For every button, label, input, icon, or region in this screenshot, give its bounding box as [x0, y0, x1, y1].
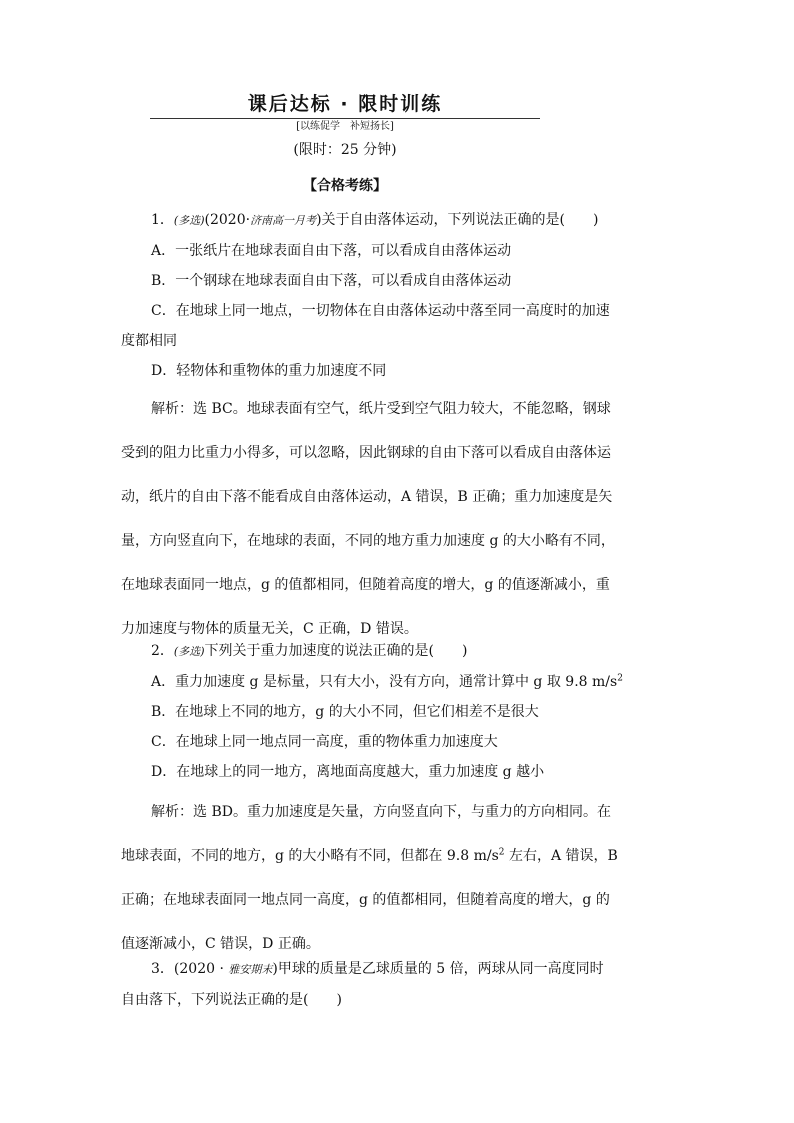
analysis-line: 在地球表面同一地点，g 的值都相同，但随着高度的增大，g 的值逐渐减小，重 — [121, 577, 610, 593]
option-a: A．一张纸片在地球表面自由下落，可以看成自由落体运动 — [151, 243, 512, 259]
analysis-text: 地球表面，不同的地方，g 的大小略有不同，但都在 9.8 m/s — [121, 848, 499, 864]
analysis-line: 力加速度与物体的质量无关，C 正确，D 错误。 — [121, 621, 418, 637]
analysis-line: 受到的阻力比重力小得多，可以忽略，因此钢球的自由下落可以看成自由落体运 — [121, 445, 611, 461]
option-b: B．一个钢球在地球表面自由下落，可以看成自由落体运动 — [151, 273, 512, 289]
option-a — [121, 667, 676, 697]
analysis-line — [121, 834, 676, 878]
source-prefix: (2020· — [204, 212, 251, 228]
question-3-stem-continued: 自由落下，下列说法正确的是( ) — [121, 992, 342, 1008]
source-prefix: (2020 · — [173, 961, 229, 977]
option-b: B．在地球上不同的地方，g 的大小不同，但它们相差不是很大 — [151, 704, 539, 720]
analysis-line: 量，方向竖直向下，在地球的表面，不同的地方重力加速度 g 的大小略有不同， — [121, 533, 615, 549]
analysis-line: 解析：选 BD。重力加速度是矢量，方向竖直向下，与重力的方向相同。在 — [151, 804, 611, 820]
question-2-stem — [121, 636, 676, 667]
analysis-line: 解析：选 BC。地球表面有空气，纸片受到空气阻力较大，不能忽略，钢球 — [151, 401, 611, 417]
analysis-line: 值逐渐减小，C 错误，D 正确。 — [121, 936, 320, 952]
analysis-line: 正确；在地球表面同一地点同一高度，g 的值都相同，但随着高度的增大，g 的 — [121, 892, 610, 908]
question-2 — [121, 636, 676, 787]
analysis-text: 左右，A 错误，B — [504, 848, 618, 864]
multi-select-tag: (多选) — [173, 214, 205, 227]
time-limit: (限时：25 分钟) — [293, 142, 397, 158]
option-d: D．在地球上的同一地方，离地面高度越大，重力加速度 g 越小 — [151, 764, 545, 780]
analysis-2 — [121, 790, 676, 966]
option-c-continued: 度都相同 — [121, 333, 177, 349]
page-header — [150, 92, 540, 134]
question-number: 2． — [151, 643, 174, 659]
superscript: 2 — [498, 847, 505, 858]
title-rule — [150, 118, 540, 119]
page-title: 课后达标 · 限时训练 — [247, 93, 443, 115]
question-text: )关于自由落体运动，下列说法正确的是( ) — [316, 212, 599, 228]
question-1-stem — [121, 205, 676, 236]
analysis-1 — [121, 387, 676, 651]
page-subtitle: [以练促学 补短扬长] — [296, 121, 394, 132]
option-a-text: A．重力加速度 g 是标量，只有大小，没有方向，通常计算中 g 取 9.8 m/s — [151, 674, 618, 690]
question-3 — [121, 954, 676, 1015]
superscript: 2 — [617, 673, 623, 684]
question-3-stem — [121, 954, 676, 985]
multi-select-tag: (多选) — [173, 645, 205, 658]
question-1 — [121, 205, 676, 386]
option-d: D．轻物体和重物体的重力加速度不同 — [151, 363, 387, 379]
question-number: 1． — [151, 212, 174, 228]
section-heading: 【合格考练】 — [303, 178, 387, 194]
source-tag: 济南高一月考 — [250, 214, 317, 227]
analysis-line: 动，纸片的自由下落不能看成自由落体运动，A 错误，B 正确；重力加速度是矢 — [121, 489, 613, 505]
question-number: 3． — [151, 961, 174, 977]
question-text: 下列关于重力加速度的说法正确的是( ) — [204, 643, 468, 659]
source-tag: 雅安期末 — [228, 963, 273, 976]
question-text: )甲球的质量是乙球质量的 5 倍，两球从同一高度同时 — [272, 961, 604, 977]
option-c: C．在地球上同一地点，一切物体在自由落体运动中落至同一高度时的加速 — [151, 303, 610, 319]
option-c: C．在地球上同一地点同一高度，重的物体重力加速度大 — [151, 734, 498, 750]
